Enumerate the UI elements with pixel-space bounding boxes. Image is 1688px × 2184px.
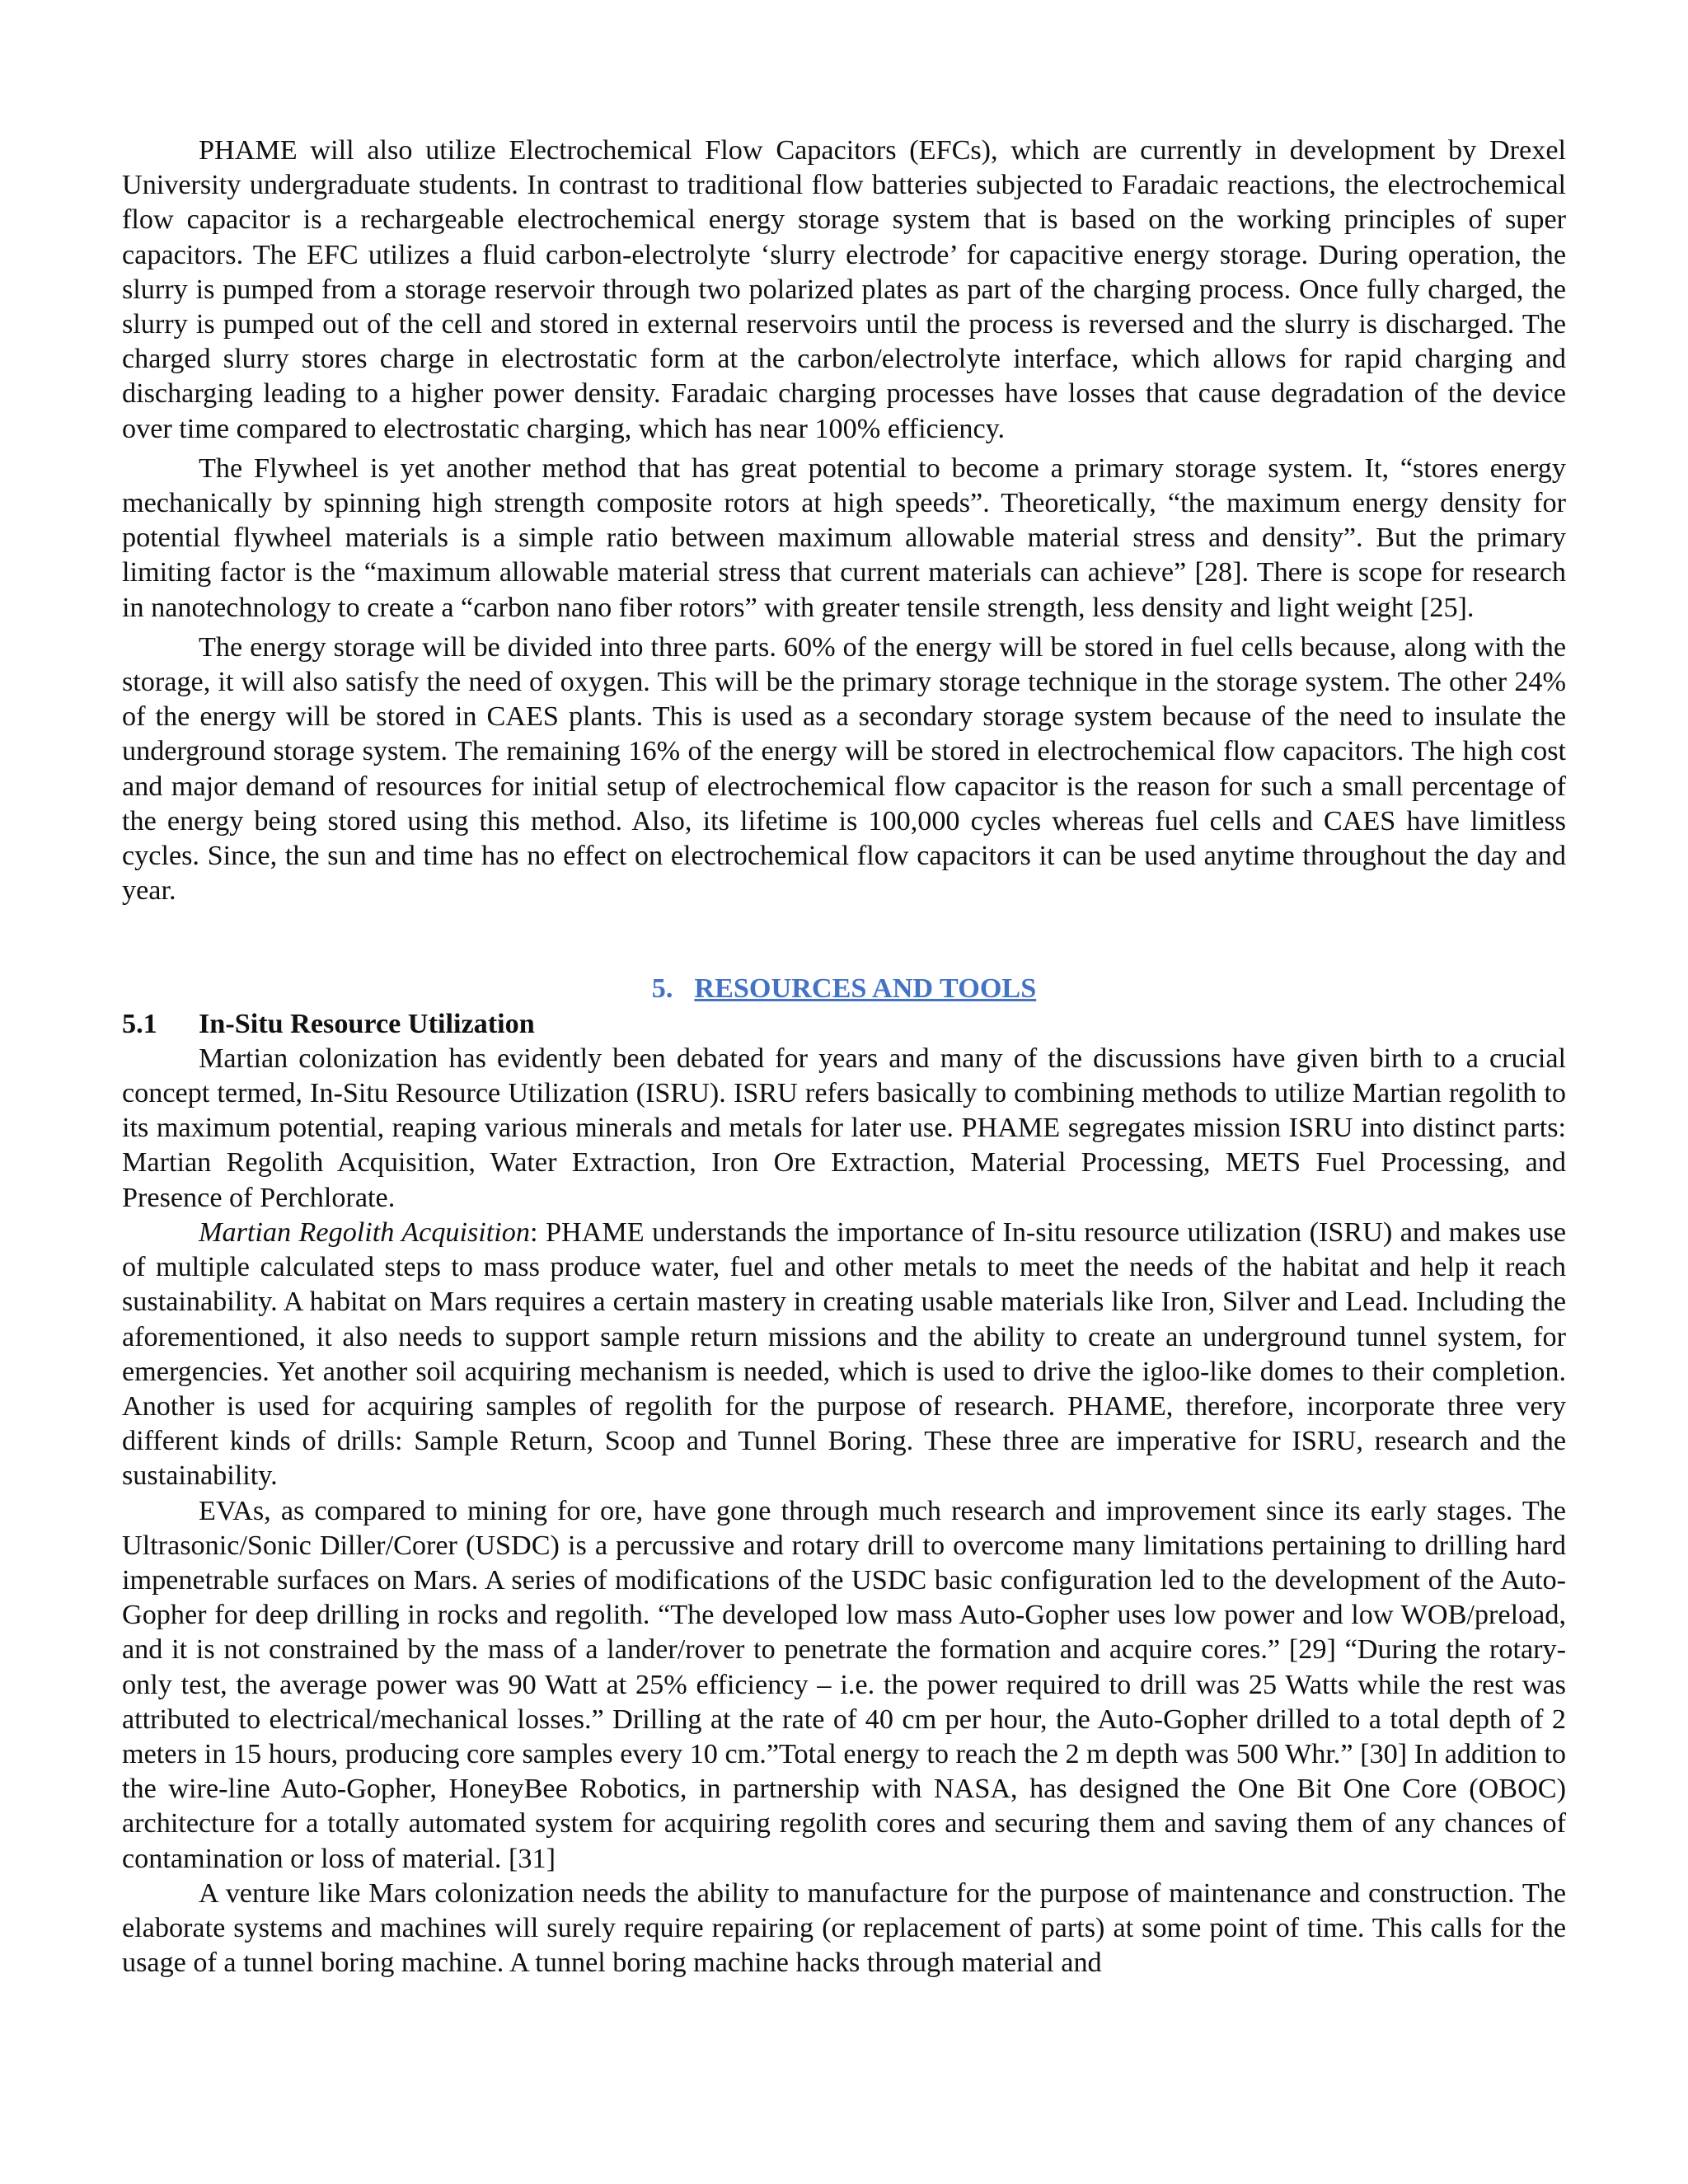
section-heading (122, 972, 1566, 1006)
paragraph-tunnel-boring: A venture like Mars colonization needs the ability to manufacture for the purpose of maintenance and construction. The elaborate systems and machines will surely require repairing (or replacement of parts) at some point of time. This calls for the usage of a tunnel boring machine. A tunnel boring machine hacks through material and (122, 1877, 1566, 1979)
subsection-title: In-Situ Resource Utilization (199, 1008, 535, 1039)
section-title: RESOURCES AND TOOLS (694, 973, 1037, 1005)
section-number: 5. (651, 973, 673, 1005)
paragraph-energy-storage: The energy storage will be divided into three parts. 60% of the energy will be stored in fuel cells because, along with the storage, it will also satisfy the need of oxygen. This will be the primary storage technique in the storage system. The other 24% of the energy will be stored in CAES plants. This is used as a secondary storage system because of the need to insulate the underground storage system. The remaining 16% of the energy will be stored in electrochemical flow capacitors. The high cost and major demand of resources for initial setup of electrochemical flow capacitor is the reason for such a small percentage of the energy being stored using this method. Also, its lifetime is 100,000 cycles whereas fuel cells and CAES have limitless cycles. Since, the sun and time has no effect on electrochemical flow capacitors it can be used anytime throughout the day and year. (122, 631, 1566, 907)
subsection-number: 5.1 (122, 1008, 157, 1039)
paragraph-regolith-acquisition (122, 1216, 1566, 1494)
document-page (122, 134, 1566, 1980)
subsection-heading (122, 1007, 1566, 1042)
paragraph-isru-intro: Martian colonization has evidently been debated for years and many of the discussions have given birth to a crucial concept termed, In-Situ Resource Utilization (ISRU). ISRU refers basically to combining methods to utilize Martian regolith to its maximum potential, reaping various minerals and metals for later use. PHAME segregates mission ISRU into distinct parts: Martian Regolith Acquisition, Water Extraction, Iron Ore Extraction, Material Processing, METS Fuel Processing, and Presence of Perchlorate. (122, 1043, 1566, 1213)
regolith-text: : PHAME understands the importance of In-situ resource utilization (ISRU) and makes use of multiple calculated steps to mass produce water, fuel and other metals to meet the needs of the habitat and help it reach sustainability. A habitat on Mars requires a certain mastery in creating usable materials like Iron, Silver and Lead. Including the aforementioned, it also needs to support sample return missions and the ability to create an underground tunnel system, for emergencies. Yet another soil acquiring mechanism is needed, which is used to drive the igloo-like domes to their completion. Another is used for acquiring samples of regolith for the purpose of research. PHAME, therefore, incorporate three very different kinds of drills: Sample Return, Scoop and Tunnel Boring. These three are imperative for ISRU, research and the sustainability. (122, 1216, 1566, 1492)
paragraph-efc: PHAME will also utilize Electrochemical Flow Capacitors (EFCs), which are currently in development by Drexel University undergraduate students. In contrast to traditional flow batteries subjected to Faradaic reactions, the electrochemical flow capacitor is a rechargeable electrochemical energy storage system that is based on the working principles of super capacitors. The EFC utilizes a fluid carbon-electrolyte ‘slurry electrode’ for capacitive energy storage. During operation, the slurry is pumped from a storage reservoir through two polarized plates as part of the charging process. Once fully charged, the slurry is pumped out of the cell and stored in external reservoirs until the process is reversed and the slurry is discharged. The charged slurry stores charge in electrostatic form at the carbon/electrolyte interface, which allows for rapid charging and discharging leading to a higher power density. Faradaic charging processes have losses that cause degradation of the device over time compared to electrostatic charging, which has near 100% efficiency. (122, 135, 1566, 444)
paragraph-flywheel: The Flywheel is yet another method that has great potential to become a primary storage system. It, “stores energy mechanically by spinning high strength composite rotors at high speeds”. Theoretically, “the maximum energy density for potential flywheel materials is a simple ratio between maximum allowable material stress and density”. But the primary limiting factor is the “maximum allowable material stress that current materials can achieve” [28]. There is scope for research in nanotechnology to create a “carbon nano fiber rotors” with greater tensile strength, less density and light weight [25]. (122, 452, 1566, 623)
paragraph-evas: EVAs, as compared to mining for ore, have gone through much research and improvement since its early stages. The Ultrasonic/Sonic Diller/Corer (USDC) is a percussive and rotary drill to overcome many limitations pertaining to drilling hard impenetrable surfaces on Mars. A series of modifications of the USDC basic configuration led to the development of the Auto-Gopher for deep drilling in rocks and regolith. “The developed low mass Auto-Gopher uses low power and low WOB/preload, and it is not constrained by the mass of a lander/rover to penetrate the formation and acquire cores.” [29] “During the rotary-only test, the average power was 90 Watt at 25% efficiency – i.e. the power required to drill was 25 Watts while the rest was attributed to electrical/mechanical losses.” Drilling at the rate of 40 cm per hour, the Auto-Gopher drilled to a total depth of 2 meters in 15 hours, producing core samples every 10 cm.”Total energy to reach the 2 m depth was 500 Whr.” [30] In addition to the wire-line Auto-Gopher, HoneyBee Robotics, in partnership with NASA, has designed the One Bit One Core (OBOC) architecture for a totally automated system for acquiring regolith cores and securing them and saving them of any chances of contamination or loss of material. [31] (122, 1495, 1566, 1874)
regolith-label: Martian Regolith Acquisition (199, 1216, 530, 1248)
